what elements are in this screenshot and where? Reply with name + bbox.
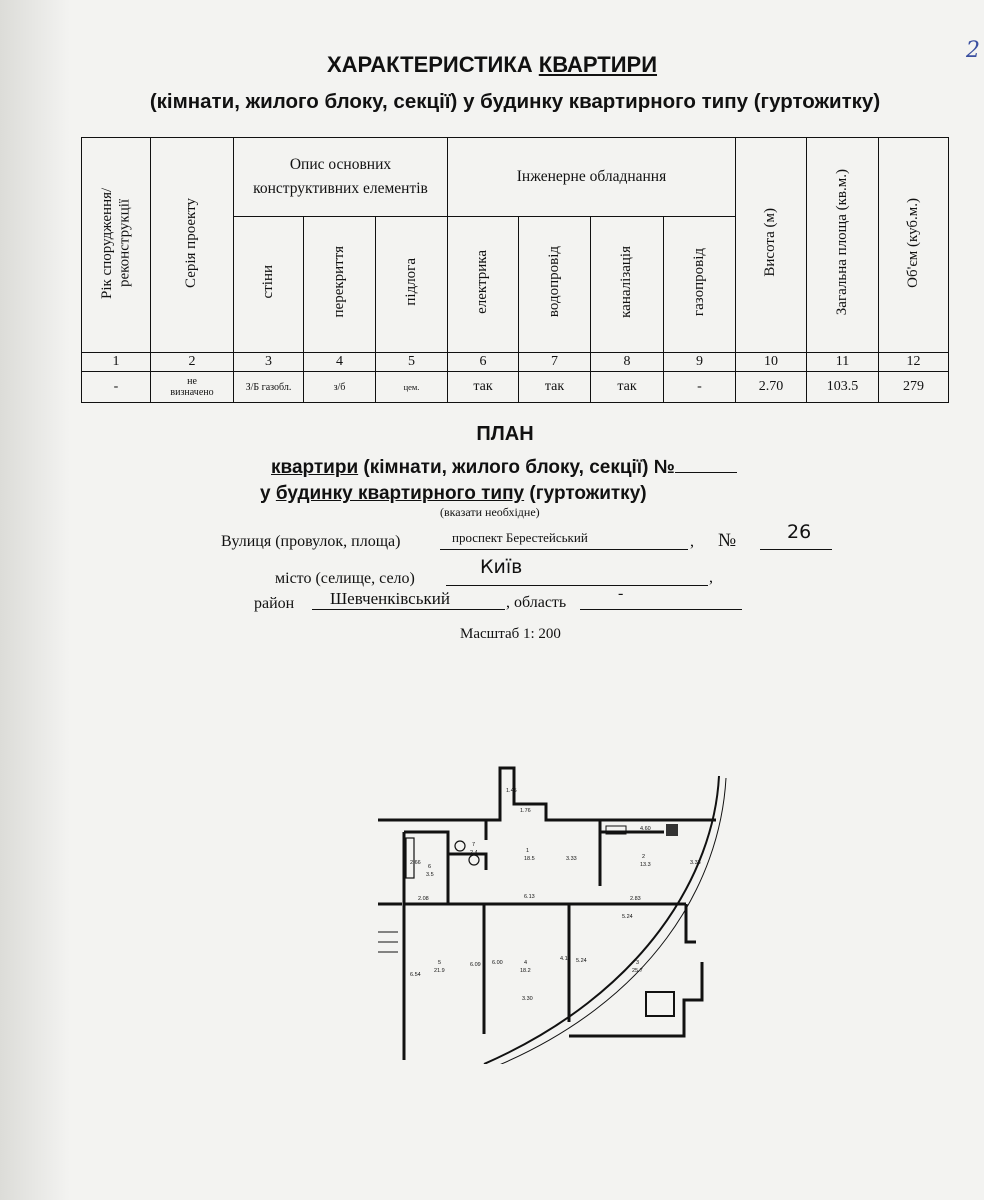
- dim-label: 6.54: [410, 972, 421, 978]
- city-label: місто (селище, село): [275, 570, 415, 587]
- col-num: 1: [82, 353, 151, 372]
- column-number-row: [82, 353, 949, 372]
- room-area: 2.4: [470, 850, 478, 856]
- number-underline: [760, 549, 832, 550]
- street-underline: [440, 549, 688, 550]
- plan-subtitle-1: квартири (кімнати, жилого блоку, секції) №: [271, 455, 737, 479]
- scale-label: Масштаб 1: 200: [460, 626, 561, 642]
- header-sewer: каналізація: [591, 217, 664, 353]
- value-row: [82, 372, 949, 403]
- dim-label: 1.76: [520, 808, 531, 814]
- dim-label: 6.13: [524, 894, 535, 900]
- street-label: Вулиця (провулок, площа): [221, 533, 401, 550]
- dim-label: 5.24: [622, 914, 633, 920]
- header-volume: Об'єм (куб.м.): [879, 138, 949, 353]
- plan-hint: (вказати необхідне): [440, 505, 540, 519]
- value-gas: -: [664, 372, 736, 403]
- room-number: 3: [636, 960, 640, 966]
- sink-icon: [469, 855, 479, 865]
- room-area: 13.3: [640, 862, 651, 868]
- value-year: -: [82, 372, 151, 403]
- room-area: 3.5: [426, 872, 434, 878]
- header-ceiling: перекриття: [304, 217, 376, 353]
- city-comma: ,: [709, 569, 713, 586]
- col-num: 2: [151, 353, 234, 372]
- value-walls: З/Б газобл.: [234, 372, 304, 403]
- number-sign: №: [718, 530, 737, 551]
- region-label: , область: [506, 594, 567, 611]
- header-year: Рік спорудження/ реконструкції: [82, 138, 151, 353]
- number-value: 26: [787, 521, 812, 543]
- header-area: Загальна площа (кв.м.): [807, 138, 879, 353]
- document-subtitle: (кімнати, жилого блоку, секції) у будинку квартирного типу (гуртожитку): [149, 90, 881, 113]
- toilet-icon: [455, 841, 465, 851]
- district-value: Шевченківський: [330, 589, 450, 608]
- title-prefix: ХАРАКТЕРИСТИКА: [326, 52, 539, 77]
- dim-label: 2.66: [410, 860, 421, 866]
- room-number: 1: [526, 848, 530, 854]
- header-water: водопровід: [519, 217, 591, 353]
- value-height: 2.70: [736, 372, 807, 403]
- room-number: 7: [472, 842, 476, 848]
- value-electric: так: [448, 372, 519, 403]
- col-num: 3: [234, 353, 304, 372]
- col-num: 10: [736, 353, 807, 372]
- street-comma: ,: [690, 533, 694, 550]
- street-value: проспект Берестейський: [452, 530, 588, 545]
- apartment-floorplan: [374, 764, 734, 1064]
- document-title: [0, 52, 984, 78]
- value-ceiling: з/б: [304, 372, 376, 403]
- dim-label: 4.60: [640, 826, 651, 832]
- header-engineering-group: Інженерне обладнання: [448, 138, 736, 217]
- header-series: Серія проекту: [151, 138, 234, 353]
- plan-subtitle-2: у будинку квартирного типу (гуртожитку): [260, 483, 647, 504]
- value-volume: 279: [879, 372, 949, 403]
- dim-label: 3.30: [522, 996, 533, 1002]
- header-height: Висота (м): [736, 138, 807, 353]
- col-num: 7: [519, 353, 591, 372]
- page-edge-shadow: [0, 0, 70, 1200]
- value-sewer: так: [591, 372, 664, 403]
- value-water: так: [519, 372, 591, 403]
- bathtub-icon: [406, 838, 414, 878]
- district-label: район: [254, 595, 295, 612]
- header-walls: стіни: [234, 217, 304, 353]
- dim-label: 6.09: [470, 962, 481, 968]
- col-num: 12: [879, 353, 949, 372]
- dim-label: 2.83: [630, 896, 641, 902]
- value-series: не визначено: [151, 372, 234, 403]
- city-value: Київ: [480, 556, 523, 578]
- dim-label: 6.00: [492, 960, 503, 966]
- col-num: 11: [807, 353, 879, 372]
- header-floor: підлога: [376, 217, 448, 353]
- col-num: 5: [376, 353, 448, 372]
- stove-icon: [666, 824, 678, 836]
- room-number: 2: [642, 854, 646, 860]
- region-value: -: [618, 585, 624, 602]
- col-num: 6: [448, 353, 519, 372]
- title-underlined: КВАРТИРИ: [538, 52, 658, 77]
- region-underline: [580, 609, 742, 610]
- header-structure-group: Опис основних конструктивних елементів: [234, 138, 448, 217]
- room-area: 21.9: [434, 968, 445, 974]
- district-underline: [312, 609, 505, 610]
- city-underline: [446, 585, 708, 586]
- dim-label: 3.33: [566, 856, 577, 862]
- value-floor: цем.: [376, 372, 448, 403]
- room-number: 5: [438, 960, 442, 966]
- specification-table: [81, 137, 949, 403]
- dim-label: 3.33: [690, 860, 701, 866]
- room-number: 6: [428, 864, 432, 870]
- page-number: 2: [966, 38, 980, 63]
- col-num: 8: [591, 353, 664, 372]
- room-area: 25.7: [632, 968, 643, 974]
- value-area: 103.5: [807, 372, 879, 403]
- plan-title: ПЛАН: [476, 423, 534, 445]
- room-number: 4: [524, 960, 528, 966]
- header-gas: газопровід: [664, 217, 736, 353]
- room-area: 18.5: [524, 856, 535, 862]
- header-electric: електрика: [448, 217, 519, 353]
- col-num: 4: [304, 353, 376, 372]
- room-area: 18.2: [520, 968, 531, 974]
- dim-label: 1.45: [506, 788, 517, 794]
- dim-label: 5.24: [576, 958, 587, 964]
- col-num: 9: [664, 353, 736, 372]
- dim-label: 4.12: [560, 956, 571, 962]
- dim-label: 2.08: [418, 896, 429, 902]
